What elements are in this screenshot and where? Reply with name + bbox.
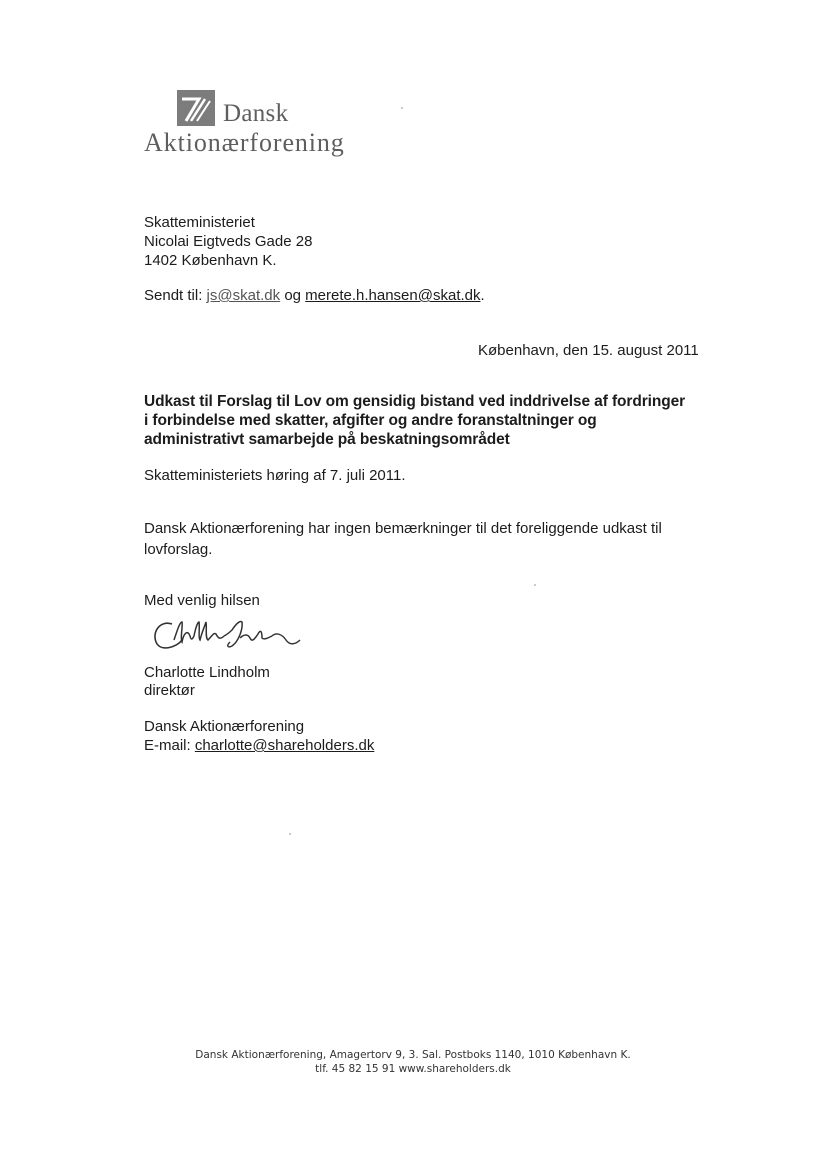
sent-to-end: . xyxy=(480,287,485,304)
scan-speck xyxy=(401,107,403,109)
sent-to-line xyxy=(144,287,485,305)
organization-name: Dansk Aktionærforening xyxy=(144,718,305,735)
recipient-street: Nicolai Eigtveds Gade 28 xyxy=(144,233,313,250)
handwritten-signature xyxy=(150,610,310,658)
sent-to-connector: og xyxy=(284,287,301,304)
recipient-city: 1402 København K. xyxy=(144,252,277,269)
subject-line-1: Udkast til Forslag til Lov om gensidig bistand ved inddrivelse af fordringer xyxy=(144,393,686,410)
subject-heading xyxy=(144,392,744,449)
sent-to-label: Sendt til: xyxy=(144,287,203,304)
email-link-js[interactable]: js@skat.dk xyxy=(206,287,281,304)
subject-line-2: i forbindelse med skatter, afgifter og andre foranstaltninger og xyxy=(144,412,597,429)
hearing-reference: Skatteministeriets høring af 7. juli 2011. xyxy=(144,467,406,484)
email-link-merete[interactable]: merete.h.hansen@skat.dk xyxy=(305,287,481,304)
recipient-name: Skatteministeriet xyxy=(144,214,255,231)
email-link-charlotte[interactable]: charlotte@shareholders.dk xyxy=(194,737,375,754)
subject-line-3: administrativt samarbejde på beskatningsområdet xyxy=(144,431,510,448)
closing-greeting: Med venlig hilsen xyxy=(144,592,260,609)
signatory-title: direktør xyxy=(144,682,195,699)
signatory-name: Charlotte Lindholm xyxy=(144,664,270,681)
logo xyxy=(144,88,354,158)
logo-text-aktionaerforening: Aktionærforening xyxy=(144,128,345,157)
email-label: E-mail: xyxy=(144,737,191,754)
letter-date: København, den 15. august 2011 xyxy=(478,342,699,359)
footer-contact: tlf. 45 82 15 91 www.shareholders.dk xyxy=(315,1063,511,1075)
scan-speck xyxy=(289,833,291,835)
scan-speck xyxy=(534,584,536,586)
organization-email-line xyxy=(144,737,374,755)
logo-mark xyxy=(177,90,215,126)
logo-text-dansk: Dansk xyxy=(223,100,289,127)
body-paragraph: Dansk Aktionærforening har ingen bemærkninger til det foreliggende udkast til lovforslag. xyxy=(144,520,662,558)
footer-address: Dansk Aktionærforening, Amagertorv 9, 3. Sal. Postboks 1140, 1010 København K. xyxy=(195,1049,631,1061)
